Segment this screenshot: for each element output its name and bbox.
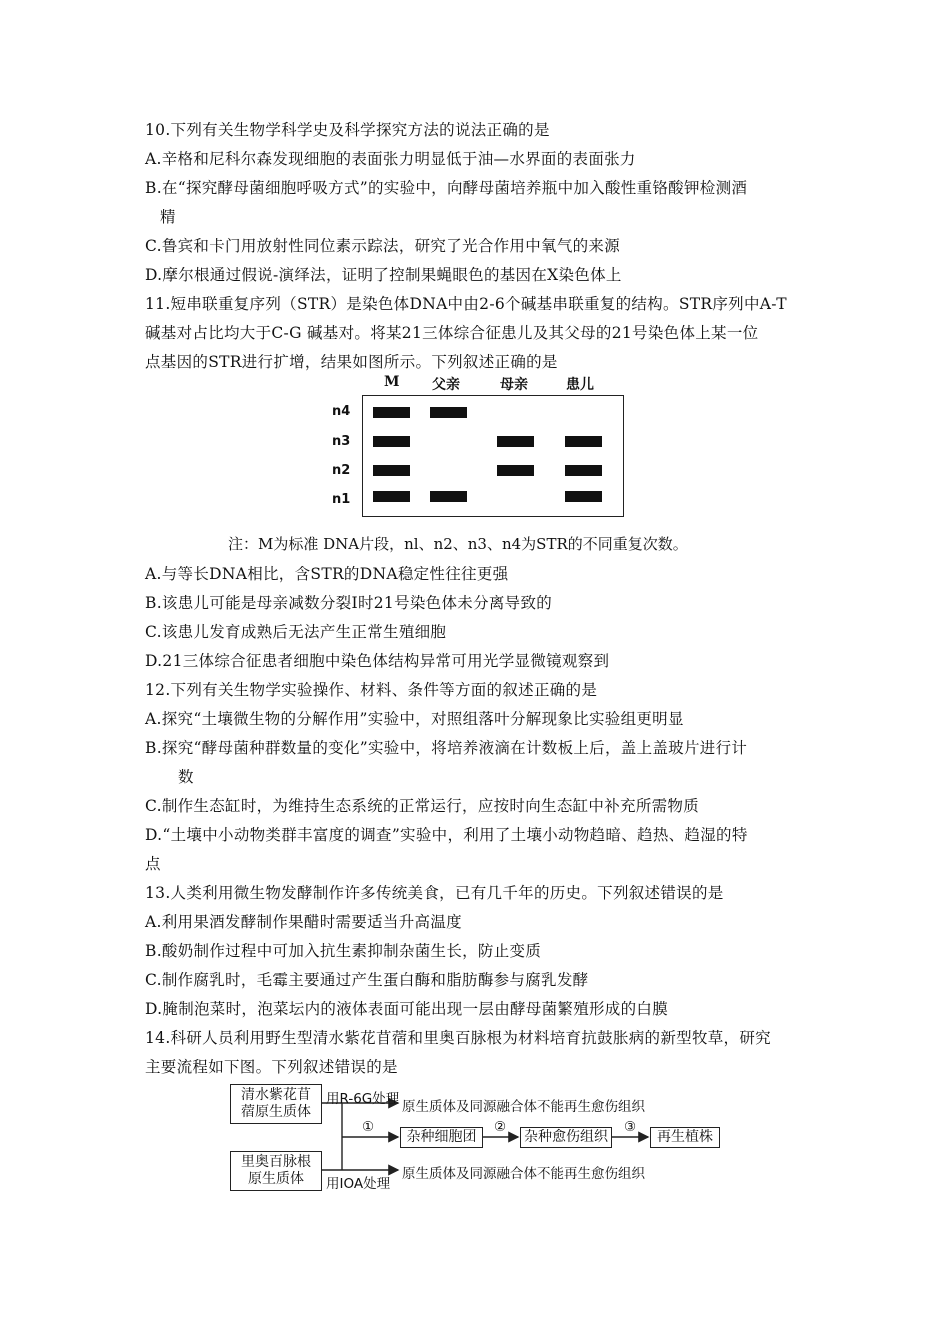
q12-option-b-line2: 数 xyxy=(178,768,194,786)
q10-option-b-line2: 精 xyxy=(160,208,176,226)
q11-option-c: C.该患儿发育成熟后无法产生正常生殖细胞 xyxy=(145,623,447,641)
q11-option-d: D.21三体综合征患者细胞中染色体结构异常可用光学显微镜观察到 xyxy=(145,652,610,670)
alfalfa-protoplast-line2: 蓿原生质体 xyxy=(241,1104,311,1120)
lotus-protoplast-line2: 原生质体 xyxy=(248,1171,304,1187)
gel-row-n4: n4 xyxy=(332,404,351,419)
treatment-r6g-label: 用R-6G处理 xyxy=(326,1091,400,1107)
q10-stem: 10.下列有关生物学科学史及科学探究方法的说法正确的是 xyxy=(145,121,550,139)
gel-row-n3: n3 xyxy=(332,434,351,449)
gel-column-mother: 母亲 xyxy=(500,377,528,393)
q12-option-b-line1: B.探究“酵母菌种群数量的变化”实验中，将培养液滴在计数板上后，盖上盖玻片进行计 xyxy=(145,739,748,757)
hybrid-cell-cluster-box: 杂种细胞团 xyxy=(400,1127,483,1148)
q13-option-a: A.利用果酒发酵制作果醋时需要适当升高温度 xyxy=(145,913,462,931)
q10-option-c: C.鲁宾和卡门用放射性同位素示踪法，研究了光合作用中氧气的来源 xyxy=(145,237,621,255)
q11-stem-line1: 11.短串联重复序列（STR）是染色体DNA中由2-6个碱基串联重复的结构。STR序列中A-T xyxy=(145,295,787,313)
gel-column-father: 父亲 xyxy=(432,377,460,393)
lotus-protoplast-box xyxy=(230,1151,322,1191)
gel-row-n1: n1 xyxy=(332,492,351,507)
alfalfa-protoplast-box xyxy=(230,1084,322,1124)
regenerated-plant-box: 再生植株 xyxy=(650,1127,720,1148)
lotus-protoplast-line1: 里奥百脉根 xyxy=(241,1154,311,1170)
gel-column-child: 患儿 xyxy=(566,377,594,393)
q12-option-d-line1: D.“土壤中小动物类群丰富度的调查”实验中，利用了土壤小动物趋暗、趋热、趋湿的特 xyxy=(145,826,748,844)
alfalfa-protoplast-line1: 清水紫花苜 xyxy=(241,1087,311,1103)
q11-option-a: A.与等长DNA相比，含STR的DNA稳定性往往更强 xyxy=(145,565,509,583)
step-2-label: ② xyxy=(494,1119,507,1135)
q13-option-d: D.腌制泡菜时，泡菜坛内的液体表面可能出现一层由酵母菌繁殖形成的白膜 xyxy=(145,1000,669,1018)
q12-stem: 12.下列有关生物学实验操作、材料、条件等方面的叙述正确的是 xyxy=(145,681,598,699)
result-bottom-text: 原生质体及同源融合体不能再生愈伤组织 xyxy=(402,1166,645,1182)
figure-note: 注：M为标准 DNA片段，nl、n2、n3、n4为STR的不同重复次数。 xyxy=(228,535,688,553)
treatment-ioa-label: 用IOA处理 xyxy=(326,1176,391,1192)
gel-row-n2: n2 xyxy=(332,463,351,478)
q10-option-a: A.辛格和尼科尔森发现细胞的表面张力明显低于油—水界面的表面张力 xyxy=(145,150,636,168)
q14-stem-line1: 14.科研人员利用野生型清水紫花苜蓿和里奥百脉根为材料培育抗鼓胀病的新型牧草，研究 xyxy=(145,1029,771,1047)
q12-option-d-line2: 点 xyxy=(145,855,161,873)
q12-option-c: C.制作生态缸时，为维持生态系统的正常运行，应按时向生态缸中补充所需物质 xyxy=(145,797,700,815)
q13-option-b: B.酸奶制作过程中可加入抗生素抑制杂菌生长，防止变质 xyxy=(145,942,542,960)
q11-stem-line2: 碱基对占比均大于C-G 碱基对。将某21三体综合征患儿及其父母的21号染色体上某一位 xyxy=(145,324,759,342)
q13-option-c: C.制作腐乳时，毛霉主要通过产生蛋白酶和脂肪酶参与腐乳发酵 xyxy=(145,971,589,989)
result-top-text: 原生质体及同源融合体不能再生愈伤组织 xyxy=(402,1099,645,1115)
q11-option-b: B.该患儿可能是母亲减数分裂Ⅰ时21号染色体未分离导致的 xyxy=(145,594,553,612)
q11-stem-line3: 点基因的STR进行扩增，结果如图所示。下列叙述正确的是 xyxy=(145,353,558,371)
gel-column-m: M xyxy=(384,374,400,390)
step-1-label: ① xyxy=(362,1119,375,1135)
hybrid-callus-box: 杂种愈伤组织 xyxy=(520,1127,612,1148)
q13-stem: 13.人类利用微生物发酵制作许多传统美食，已有几千年的历史。下列叙述错误的是 xyxy=(145,884,724,902)
q10-option-b-line1: B.在“探究酵母菌细胞呼吸方式”的实验中，向酵母菌培养瓶中加入酸性重铬酸钾检测酒 xyxy=(145,179,748,197)
q12-option-a: A.探究“土壤微生物的分解作用”实验中，对照组落叶分解现象比实验组更明显 xyxy=(145,710,684,728)
q10-option-d: D.摩尔根通过假说-演绎法，证明了控制果蝇眼色的基因在X染色体上 xyxy=(145,266,622,284)
step-3-label: ③ xyxy=(624,1119,637,1135)
q14-stem-line2: 主要流程如下图。下列叙述错误的是 xyxy=(145,1058,398,1076)
